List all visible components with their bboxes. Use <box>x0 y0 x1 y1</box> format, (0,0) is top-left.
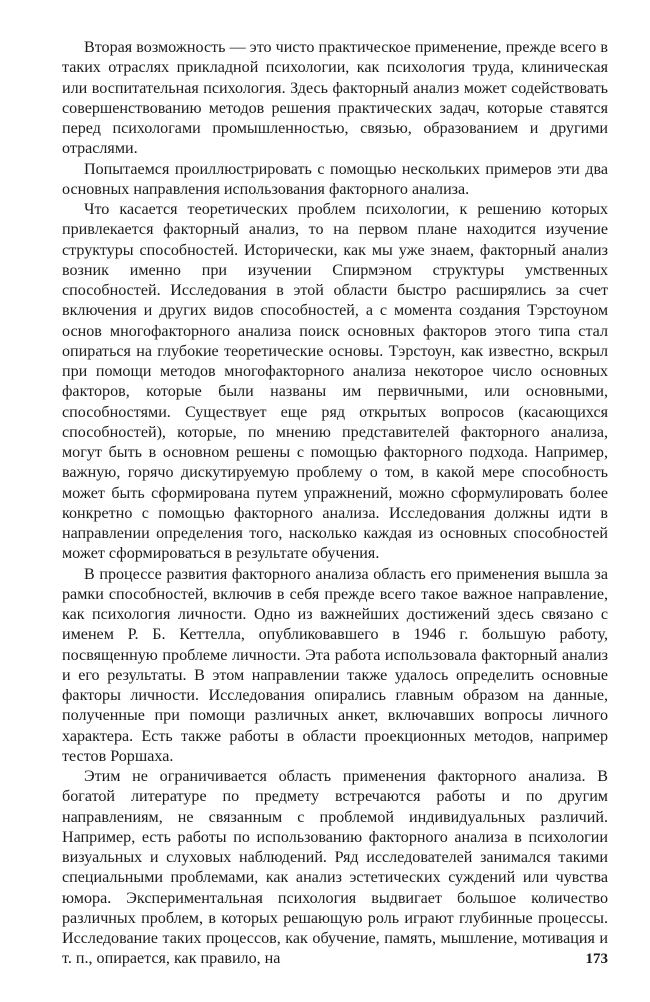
book-page <box>62 38 608 978</box>
paragraph-second-possibility: Вторая возможность — это чисто практическое применение, прежде всего в таких отраслях прикладной психологии, как психология труда, клиническая или воспитательная психология. Здесь факторный анализ может содействовать совершенствованию методов решения практических задач, которые ставятся перед психологами промышленностью, связью, образованием и другими отраслями. <box>62 39 608 158</box>
paragraph-other-applications: Этим не ограничивается область применения факторного анализа. В богатой литературе по предмету встречаются работы и по другим направлениям, не связанным с проблемой индивидуальных различий. Например, есть работы по использованию факторного анализа в психологии визуальных и слуховых наблюдений. Ряд исследователей занимался такими специальными проблемами, как анализ эстетических суждений или чувства юмора. Экспериментальная психология выдвигает большое количество различных проблем, в которых решающую роль играют глубинные процессы. Исследование таких процессов, как обучение, память, мышление, мотивация и т. п., опирается, как правило, на <box>62 768 608 968</box>
body-text <box>62 38 608 970</box>
page-number: 173 <box>585 951 608 967</box>
paragraph-illustration-intro: Попытаемся проиллюстрировать с помощью нескольких примеров эти два основных направления использования факторного анализа. <box>62 160 608 198</box>
paragraph-personality-psychology: В процессе развития факторного анализа область его применения вышла за рамки способностей, включив в себя прежде всего такое важное направление, как психология личности. Одно из важнейших достижений здесь связано с именем Р. Б. Кеттелла, опубликовавшего в 1946 г. большую работу, посвященную проблеме личности. Эта работа использовала факторный анализ и его результаты. В этом направлении также удалось определить основные факторы личности. Исследования опирались главным образом на данные, полученные при помощи различных анкет, включавших вопросы личного характера. Есть также работы в области проекционных методов, например тестов Роршаха. <box>62 565 608 765</box>
paragraph-abilities-structure: Что касается теоретических проблем психологии, к решению которых привлекается факторный анализ, то на первом плане находится изучение структуры способностей. Исторически, как мы уже знаем, факторный анализ возник именно при изучении Спирмэном структуры умственных способностей. Исследования в этой области быстро расширялись за счет включения и других видов способностей, а с момента создания Тэрстоуном основ многофакторного анализа поиск основных факторов этого типа стал опираться на глубокие теоретические основы. Тэрстоун, как известно, вскрыл при помощи методов многофакторного анализа некоторое число основных факторов, которые были названы им первичными, или основными, способностями. Существует еще ряд открытых вопросов (касающихся способностей), которые, по мнению представителей факторного анализа, могут быть в основном решены с помощью факторного подхода. Например, важную, горячо дискутируемую проблему о том, в какой мере способность может быть сформирована путем упражнений, можно сформулировать более конкретно с помощью факторного анализа. Исследования должны идти в направлении определения того, насколько каждая из основных способностей может сформироваться в результате обучения. <box>62 201 608 563</box>
